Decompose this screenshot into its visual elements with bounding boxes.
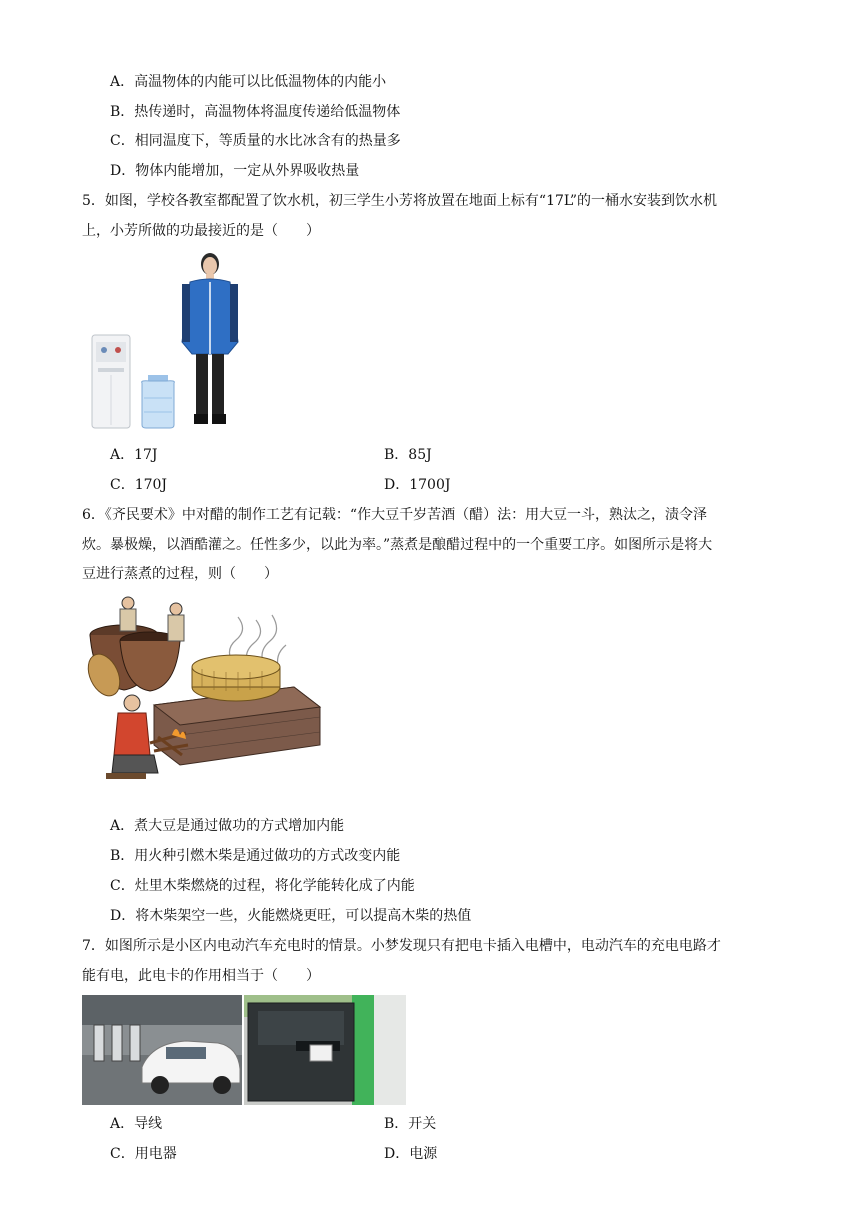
q7-stem-line1: 7．如图所示是小区内电动汽车充电时的情景。小梦发现只有把电卡插入电槽中，电动汽车的充电电路才 xyxy=(82,938,721,954)
q5-option-c: C．170J xyxy=(110,477,168,493)
q5-option-a: A．17J xyxy=(110,447,158,463)
q6-stem-line3: 豆进行蒸煮的过程，则（ ） xyxy=(82,566,278,582)
water-dispenser-image xyxy=(92,335,130,428)
q6-stem-line2: 炊。暴极燥，以酒酷灌之。任性多少，以此为率。”蒸煮是酿醋过程中的一个重要工序。如图所示是将大 xyxy=(82,537,713,553)
q7-option-d: D．电源 xyxy=(384,1146,438,1162)
q7-option-b: B．开关 xyxy=(384,1116,437,1132)
student-image xyxy=(182,253,238,424)
q6-figure-steaming-beans xyxy=(84,595,324,807)
q7-option-a: A．导线 xyxy=(110,1116,163,1132)
water-bottle-image xyxy=(142,375,175,428)
steamer-basket-illustration xyxy=(192,655,280,701)
q6-stem-line1: 6．《齐民要术》中对醋的制作工艺有记载：“作大豆千岁苦酒（醋）法：用大豆一斗，熟汰之，渍令泽 xyxy=(82,507,708,523)
q6-option-b: B．用火种引燃木柴是通过做功的方式改变内能 xyxy=(110,848,401,864)
q5-figure-water-dispenser-student xyxy=(90,250,250,435)
q4-option-a: A．高温物体的内能可以比低温物体的内能小 xyxy=(110,74,387,90)
parking-garage-photo xyxy=(82,995,242,1105)
q5-option-d: D．1700J xyxy=(384,477,451,493)
q7-option-c: C．用电器 xyxy=(110,1146,177,1162)
q6-option-a: A．煮大豆是通过做功的方式增加内能 xyxy=(110,818,345,834)
vats-illustration xyxy=(84,625,180,701)
q6-option-d: D．将木柴架空一些，火能燃烧更旺，可以提高木柴的热值 xyxy=(110,908,472,924)
q4-option-c: C．相同温度下，等质量的水比冰含有的热量多 xyxy=(110,133,401,149)
q4-option-b: B．热传递时，高温物体将温度传递给低温物体 xyxy=(110,104,401,120)
q7-stem-line2: 能有电，此电卡的作用相当于（ ） xyxy=(82,968,320,984)
q4-option-d: D．物体内能增加，一定从外界吸收热量 xyxy=(110,163,360,179)
q5-stem-line2: 上，小芳所做的功最接近的是（ ） xyxy=(82,223,320,239)
charging-card xyxy=(310,1045,332,1061)
q5-option-b: B．85J xyxy=(384,447,432,463)
q7-figure-ev-charging xyxy=(82,995,406,1105)
q5-stem-line1: 5．如图，学校各教室都配置了饮水机，初三学生小芳将放置在地面上标有“17L”的一桶水安装到饮水机 xyxy=(82,193,717,209)
charging-pile-photo xyxy=(244,995,406,1105)
q6-option-c: C．灶里木柴燃烧的过程，将化学能转化成了内能 xyxy=(110,878,415,894)
